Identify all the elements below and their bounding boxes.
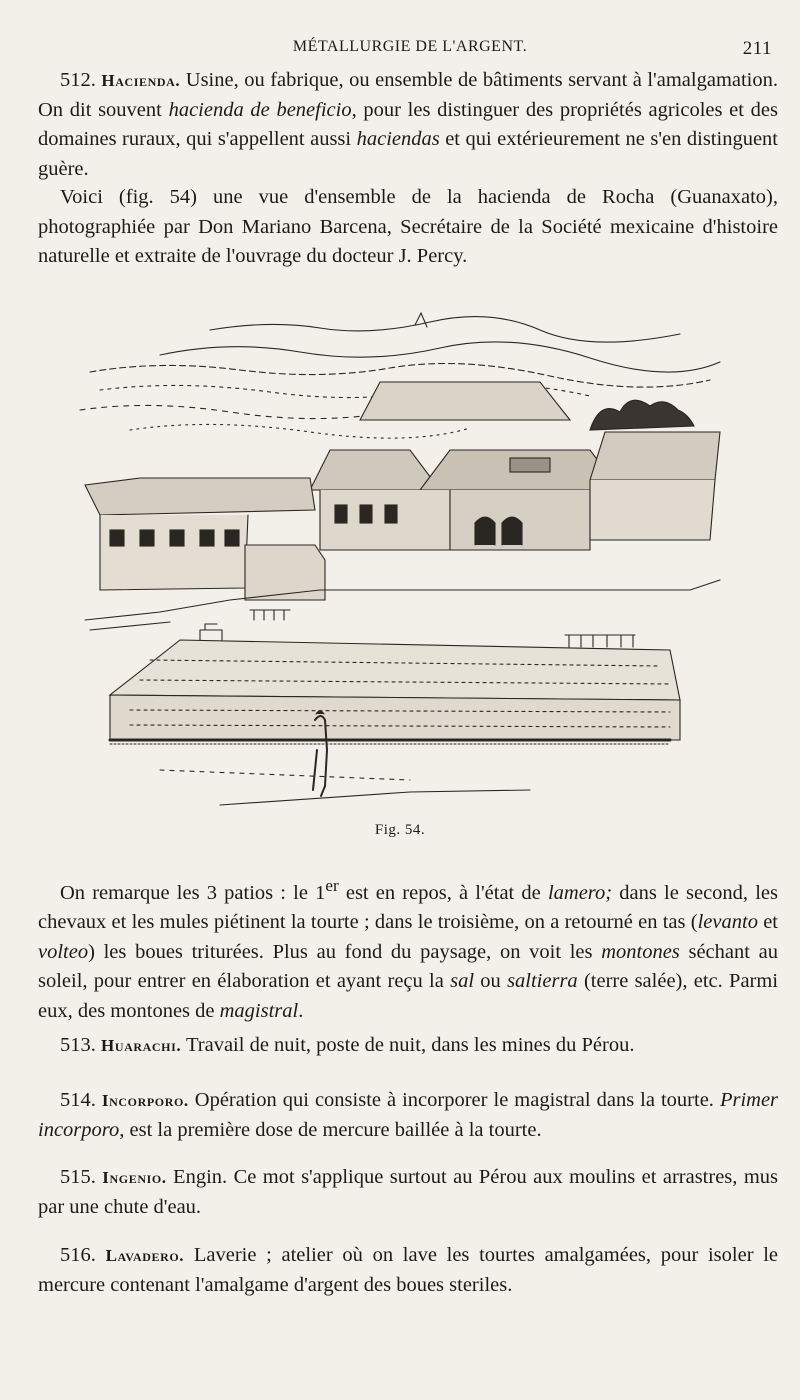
text-run: et (757, 911, 779, 934)
italic-term: levanto (697, 911, 758, 934)
entry-513 (38, 1031, 778, 1061)
entry-text: , pour les distinguer des propriétés agricoles et des domaines ruraux, qui s'appellent aussi (38, 98, 779, 150)
figure-54-illustration (70, 300, 750, 820)
entry-italic: haciendas (356, 128, 440, 150)
entry-number: 515. (60, 1166, 96, 1188)
running-head (40, 36, 780, 62)
running-title: MÉTALLURGIE DE L'ARGENT. (292, 38, 528, 55)
page-number: 211 (742, 38, 772, 59)
hacienda-engraving (70, 300, 750, 820)
italic-term: lamero; (547, 881, 613, 904)
entry-text: est la première dose de mercure baillée à la tourte. (124, 1118, 542, 1141)
entry-term: Huarachi. (101, 1036, 182, 1055)
text-run: . (298, 999, 304, 1022)
entry-term: Incorporo. (101, 1091, 189, 1110)
entry-number: 516. (60, 1244, 96, 1266)
entry-term: Hacienda. (101, 71, 181, 90)
text-run: On remarque les 3 patios : le 1 (60, 881, 326, 904)
text-run: (terre salée), etc. Parmi eux, des montones de (38, 970, 779, 1022)
text-run: séchant au soleil, pour entrer en élaboration et ayant reçu la (38, 940, 778, 993)
entry-number: 513. (60, 1034, 96, 1056)
entry-text: Usine, ou fabrique, ou ensemble de bâtiments servant à l'amalgamation. On dit souvent (38, 69, 779, 121)
entry-text: Opération qui consiste à incorporer le magistral dans la tourte. (188, 1089, 720, 1111)
entry-number: 512. (60, 69, 96, 91)
text-run: dans le second, les chevaux et les mules piétinent la tourte ; dans le troisième, on a retourné en tas ( (38, 881, 778, 934)
entry-text: Engin. Ce mot s'applique surtout au Pérou aux moulins et arrastres, mus par une chute d'eau. (38, 1166, 778, 1218)
entry-italic: Primer incorporo, (38, 1089, 779, 1141)
superscript: er (325, 876, 339, 895)
entry-text: Travail de nuit, poste de nuit, dans les mines du Pérou. (181, 1034, 635, 1056)
entry-text: Laverie ; atelier où on lave les tourtes amalgamées, pour isoler le mercure contenant l'amalgame d'argent des boues steriles. (38, 1244, 779, 1296)
entry-514 (38, 1086, 778, 1145)
entry-term: Lavadero. (105, 1246, 185, 1265)
italic-term: magistral (219, 999, 299, 1022)
entry-number: 514. (60, 1089, 96, 1111)
entry-term: Ingenio. (102, 1168, 167, 1187)
entry-text: et qui extérieurement ne s'en distinguent guère. (38, 128, 778, 180)
text-run: est en repos, à l'état de (338, 881, 548, 904)
text-run: ) les boues triturées. Plus au fond du paysage, on voit les (88, 940, 602, 963)
figure-caption: Fig. 54. (374, 822, 426, 838)
text-run: ou (474, 970, 508, 993)
voici-paragraph: Voici (fig. 54) une vue d'ensemble de la hacienda de Rocha (Guanaxato), photographiée par Don Mariano Barcena, Secrétaire de la Société mexicaine d'histoire naturelle et extraite de l'ouvrage du docteur J. Percy. (38, 186, 778, 267)
italic-term: montones (601, 940, 680, 963)
italic-term: sal (450, 970, 475, 993)
entry-516 (38, 1241, 778, 1300)
entry-515 (38, 1163, 778, 1222)
remarque-paragraph (38, 871, 778, 1026)
italic-term: volteo (38, 940, 89, 963)
italic-term: saltierra (507, 970, 578, 993)
entry-512 (38, 66, 778, 184)
entry-italic: hacienda de beneficio (168, 98, 352, 121)
